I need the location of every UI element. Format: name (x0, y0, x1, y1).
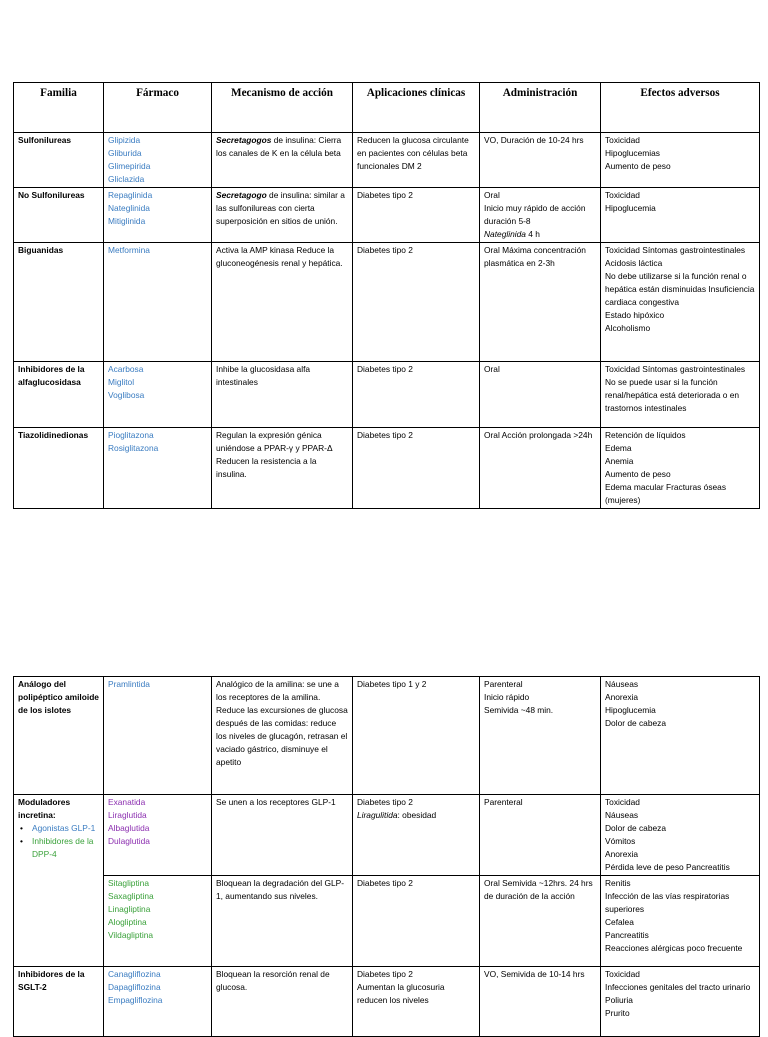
efecto-item: Aumento de peso (605, 161, 671, 171)
table-row (14, 967, 760, 1037)
aplicaciones-cell: Diabetes tipo 2 (353, 362, 480, 428)
drug-name: Pramlintida (108, 679, 150, 689)
efecto-item: Vómitos (605, 836, 636, 846)
efecto-item: Náuseas (605, 810, 639, 820)
mecanismo-emphasis: Secretagogos (216, 135, 272, 145)
efecto-item: Reacciones alérgicas poco frecuente (605, 943, 743, 953)
administracion-cell (480, 243, 601, 362)
farmaco-cell (104, 876, 212, 967)
efecto-item: Renitis (605, 878, 631, 888)
header-familia: Familia (14, 83, 104, 133)
administracion-cell (480, 133, 601, 188)
drug-name: Acarbosa (108, 364, 144, 374)
drug-name: Albaglutida (108, 823, 150, 833)
familia-cell: Inhibidores de la alfaglucosidasa (14, 362, 104, 428)
administracion-cell (480, 428, 601, 509)
efecto-item: No se puede usar si la función renal/hepática está deteriorada o en trastornos intestinales (605, 377, 742, 413)
mecanismo-cell: Regulan la expresión génica uniéndose a PPAR-γ y PPAR-Δ Reducen la resistencia a la insulina. (212, 428, 353, 509)
aplicaciones-text: Diabetes tipo 2 (357, 969, 413, 979)
administracion-cell (480, 967, 601, 1037)
table-row (14, 795, 760, 876)
administracion-text: VO, Duración de 10-24 hrs (484, 135, 584, 145)
efecto-item: Náuseas (605, 679, 639, 689)
farmaco-cell (104, 967, 212, 1037)
drug-name: Liraglutida (108, 810, 147, 820)
aplicaciones-text: Aumentan la glucosuria reducen los niveles (357, 982, 447, 1005)
familia-cell: Inhibidores de la SGLT-2 (14, 967, 104, 1037)
drug-name: Empagliflozina (108, 995, 163, 1005)
aplicaciones-detail (357, 809, 475, 822)
administracion-cell (480, 795, 601, 876)
familia-name: Moduladores incretina: (18, 797, 73, 820)
familia-cell (14, 795, 104, 876)
efecto-item: Infección de las vías respiratorias superiores (605, 891, 732, 914)
administracion-text: Oral (484, 364, 500, 374)
efecto-item: Dolor de cabeza (605, 823, 666, 833)
administracion-text: Parenteral (484, 797, 523, 807)
farmaco-cell (104, 133, 212, 188)
efectos-cell (601, 677, 760, 795)
administracion-duration: 4 h (525, 229, 540, 239)
efecto-item: Dolor de cabeza (605, 718, 666, 728)
administracion-text: Oral Semivida ~12hrs. 24 hrs de duración de la acción (484, 878, 596, 901)
mecanismo-cell: Inhibe la glucosidasa alfa intestinales (212, 362, 353, 428)
drug-name: Sitagliptina (108, 878, 149, 888)
efecto-item: Prurito (605, 1008, 630, 1018)
efecto-item: Toxicidad Síntomas gastrointestinales (605, 364, 746, 374)
aplicaciones-cell: Diabetes tipo 2 (353, 188, 480, 243)
efecto-item: Hipoglucemia (605, 203, 656, 213)
efecto-item: Pérdida leve de peso Pancreatitis (605, 862, 730, 872)
drug-table-1 (13, 82, 760, 509)
aplicaciones-text: Diabetes tipo 1 y 2 (357, 679, 427, 689)
aplicaciones-cell: Reducen la glucosa circulante en pacientes con células beta funcionales DM 2 (353, 133, 480, 188)
farmaco-cell (104, 188, 212, 243)
administracion-text: VO, Semivida de 10-14 hrs (484, 969, 585, 979)
drug-table-2 (13, 676, 760, 1037)
aplicaciones-cell (353, 795, 480, 876)
efecto-item: Poliuria (605, 995, 633, 1005)
table-row (14, 188, 760, 243)
administracion-text: Oral Acción prolongada >24h (484, 430, 593, 440)
efecto-item: Hipoglucemias (605, 148, 660, 158)
efecto-item: Toxicidad Síntomas gastrointestinales (605, 245, 746, 255)
drug-name: Miglitol (108, 377, 135, 387)
table-row (14, 876, 760, 967)
header-efectos: Efectos adversos (601, 83, 760, 133)
efectos-cell (601, 362, 760, 428)
efecto-item: Estado hipóxico (605, 310, 665, 320)
mecanismo-cell (212, 677, 353, 795)
drug-name: Exanatida (108, 797, 146, 807)
drug-name: Saxagliptina (108, 891, 154, 901)
mecanismo-cell (212, 133, 353, 188)
efecto-item: Pancreatitis (605, 930, 649, 940)
table-header-row (14, 83, 760, 133)
drug-name: Nateglinida (108, 203, 150, 213)
header-farmaco: Fármaco (104, 83, 212, 133)
drug-name: Rosiglitazona (108, 443, 159, 453)
efectos-cell (601, 967, 760, 1037)
efectos-cell (601, 876, 760, 967)
subitem-inhibidores: • Inhibidores de la DPP-4 (32, 835, 99, 861)
drug-name: Mitiglinida (108, 216, 146, 226)
drug-name: Pioglitazona (108, 430, 154, 440)
mecanismo-text: de insulina: Cierra los canales de K en la célula beta (216, 135, 342, 158)
aplicaciones-drug: Liragulitida (357, 810, 398, 820)
aplicaciones-cell (353, 677, 480, 795)
mecanismo-cell (212, 795, 353, 876)
efectos-cell (601, 428, 760, 509)
drug-name: Glimepirida (108, 161, 151, 171)
efecto-item: Edema macular Fracturas óseas (mujeres) (605, 482, 729, 505)
aplicaciones-cell (353, 876, 480, 967)
efecto-item: Infecciones genitales del tracto urinario (605, 982, 751, 992)
administracion-cell (480, 677, 601, 795)
efecto-item: Edema (605, 443, 632, 453)
drug-name: Gliburida (108, 148, 142, 158)
table-row (14, 428, 760, 509)
efecto-item: Anorexia (605, 692, 639, 702)
administracion-cell (480, 188, 601, 243)
aplicaciones-text: Diabetes tipo 2 (357, 797, 413, 807)
administracion-drug: Nateglinida (484, 229, 526, 239)
aplicaciones-cell: Diabetes tipo 2 (353, 243, 480, 362)
drug-name: Vildagliptina (108, 930, 154, 940)
table-row (14, 677, 760, 795)
familia-cell: No Sulfonilureas (14, 188, 104, 243)
drug-name: Metformina (108, 245, 150, 255)
efecto-item: Retención de líquidos (605, 430, 686, 440)
administracion-text: Semivida ~48 min. (484, 705, 554, 715)
drug-name: Dulaglutida (108, 836, 150, 846)
table-row (14, 243, 760, 362)
familia-cell: Biguanidas (14, 243, 104, 362)
efecto-item: Acidosis láctica (605, 258, 663, 268)
header-aplicaciones: Aplicaciones clínicas (353, 83, 480, 133)
mecanismo-text: Analógico de la amilina: se une a los receptores de la amilina. (216, 679, 342, 702)
mecanismo-text: de insulina: similar a las sulfonilureas con cierta superposición en sitios de unión. (216, 190, 345, 226)
efecto-item: Hipoglucemia (605, 705, 656, 715)
table-row (14, 362, 760, 428)
farmaco-cell (104, 362, 212, 428)
drug-name: Alogliptina (108, 917, 147, 927)
aplicaciones-cell: Diabetes tipo 2 (353, 428, 480, 509)
drug-name: Linagliptina (108, 904, 151, 914)
efecto-item: Cefalea (605, 917, 634, 927)
administracion-text: Parenteral (484, 679, 523, 689)
familia-cell (14, 876, 104, 967)
efectos-cell (601, 243, 760, 362)
efectos-cell (601, 188, 760, 243)
efecto-item: Toxicidad (605, 797, 640, 807)
farmaco-cell (104, 795, 212, 876)
familia-cell: Análogo del polipéptico amiloide de los islotes (14, 677, 104, 795)
familia-subitems (18, 822, 99, 861)
efectos-cell (601, 795, 760, 876)
mecanismo-text: Reduce las excursiones de glucosa después de las comidas: reduce los niveles de glucagón, retrasan el vaciado gástrico, disminuye el apetito (216, 705, 351, 767)
farmaco-cell (104, 677, 212, 795)
familia-cell: Sulfonilureas (14, 133, 104, 188)
farmaco-cell (104, 243, 212, 362)
farmaco-cell (104, 428, 212, 509)
mecanismo-emphasis: Secretagogo (216, 190, 267, 200)
mecanismo-cell (212, 188, 353, 243)
efecto-item: Toxicidad (605, 190, 640, 200)
efecto-item: Aumento de peso (605, 469, 671, 479)
drug-name: Repaglinida (108, 190, 153, 200)
administracion-text: Oral Máxima concentración plasmática en 2-3h (484, 245, 589, 268)
efecto-item: Toxicidad (605, 135, 640, 145)
mecanismo-cell (212, 876, 353, 967)
efecto-item: Toxicidad (605, 969, 640, 979)
drug-name: Dapagliflozina (108, 982, 161, 992)
aplicaciones-cell (353, 967, 480, 1037)
administracion-cell (480, 362, 601, 428)
administracion-text: Inicio muy rápido de acción duración 5-8 (484, 203, 588, 226)
header-administracion: Administración (480, 83, 601, 133)
header-mecanismo: Mecanismo de acción (212, 83, 353, 133)
drug-name: Canagliflozina (108, 969, 161, 979)
efecto-item: No debe utilizarse si la función renal o hepática están disminuidas Insuficiencia cardiaca congestiva (605, 271, 757, 307)
efecto-item: Alcoholismo (605, 323, 651, 333)
efectos-cell (601, 133, 760, 188)
mecanismo-cell (212, 967, 353, 1037)
administracion-text: Inicio rápido (484, 692, 530, 702)
aplicaciones-use: : obesidad (397, 810, 437, 820)
drug-name: Voglibosa (108, 390, 145, 400)
mecanismo-text: Bloquean la resorción renal de glucosa. (216, 969, 332, 992)
drug-name: Glipizida (108, 135, 141, 145)
mecanismo-cell: Activa la AMP kinasa Reduce la gluconeogénesis renal y hepática. (212, 243, 353, 362)
subitem-agonistas: • Agonistas GLP-1 (32, 822, 99, 835)
efecto-item: Anemia (605, 456, 634, 466)
mecanismo-text: Bloquean la degradación del GLP-1, aumentando sus niveles. (216, 878, 345, 901)
administracion-detail (484, 228, 596, 241)
drug-name: Gliclazida (108, 174, 145, 184)
familia-cell: Tiazolidinedionas (14, 428, 104, 509)
aplicaciones-text: Diabetes tipo 2 (357, 878, 413, 888)
administracion-cell (480, 876, 601, 967)
table-row (14, 133, 760, 188)
efecto-item: Anorexia (605, 849, 639, 859)
administracion-text: Oral (484, 190, 500, 200)
mecanismo-text: Se unen a los receptores GLP-1 (216, 797, 336, 807)
